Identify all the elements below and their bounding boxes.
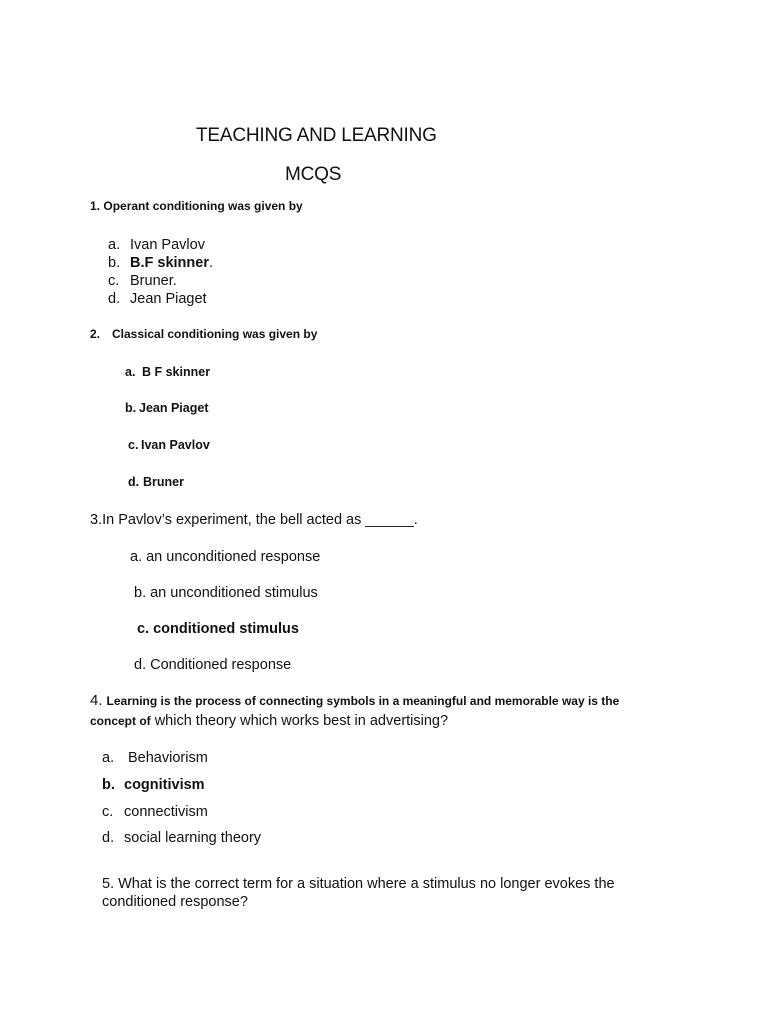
option-text: Ivan Pavlov [130,237,205,253]
q1-option-b [108,255,213,272]
q4-option-b-correct [102,777,205,794]
question-1 [90,200,303,214]
question-4-text-bold-2: concept of [90,714,151,728]
q2-option-a [125,365,210,379]
option-marker: b. [108,255,121,271]
question-2-text: Classical conditioning was given by [112,327,318,341]
option-text: connectivism [124,804,208,820]
option-marker: d. [102,830,115,846]
question-4-line-1 [90,692,619,710]
option-marker: a. [108,237,121,253]
question-3-text: In Pavlov’s experiment, the bell acted as ______. [102,512,418,528]
question-4-number: 4. [90,692,103,709]
option-text: Jean Piaget [130,291,207,307]
question-3 [90,512,418,529]
document-subtitle: MCQS [285,164,342,185]
q4-option-c [102,804,208,821]
q2-option-d [128,475,184,489]
option-text: Jean Piaget [139,401,209,415]
option-marker: c. [128,438,139,452]
question-4-line-2 [90,712,448,730]
option-marker: c. [102,804,114,820]
document-title: TEACHING AND LEARNING [196,125,437,146]
q1-option-c [108,273,177,290]
question-4-text-regular: which theory which works best in advertising? [150,713,449,729]
q3-option-c-correct: c. conditioned stimulus [137,621,299,637]
option-suffix: . [208,255,213,271]
option-text-correct: cognitivism [124,777,205,793]
q4-option-a [102,750,208,767]
question-2-number: 2. [90,327,101,341]
option-marker: d. [128,475,140,489]
option-text: Bruner. [130,273,177,289]
q4-option-d [102,830,261,847]
q3-option-b: b. an unconditioned stimulus [134,585,318,601]
option-marker: b. [102,777,115,793]
option-marker: c. [108,273,120,289]
option-text: B F skinner [142,365,211,379]
option-marker: d. [108,291,121,307]
option-marker: a. [102,750,115,766]
q2-option-b [125,401,208,415]
question-5-line-1: 5. What is the correct term for a situation where a stimulus no longer evokes the [102,876,615,892]
q3-option-d: d. Conditioned response [134,657,292,673]
q1-option-a [108,237,205,254]
q1-option-d [108,291,207,308]
question-2 [90,328,317,342]
question-1-text: Operant conditioning was given by [103,199,303,213]
question-5-line-2: conditioned response? [102,894,248,910]
option-text: social learning theory [124,830,262,846]
question-1-number: 1. [90,199,101,213]
option-marker: a. [125,365,136,379]
q2-option-c [128,438,210,452]
option-text: Bruner [143,475,184,489]
option-marker: b. [125,401,137,415]
option-text-correct: B.F skinner [130,255,209,271]
option-text: Behaviorism [128,750,208,766]
option-text-correct: Ivan Pavlov [141,438,210,452]
question-4-text-bold: Learning is the process of connecting symbols in a meaningful and memorable way is the [106,694,620,708]
q3-option-a: a. an unconditioned response [130,549,321,565]
question-3-number: 3. [90,512,103,528]
